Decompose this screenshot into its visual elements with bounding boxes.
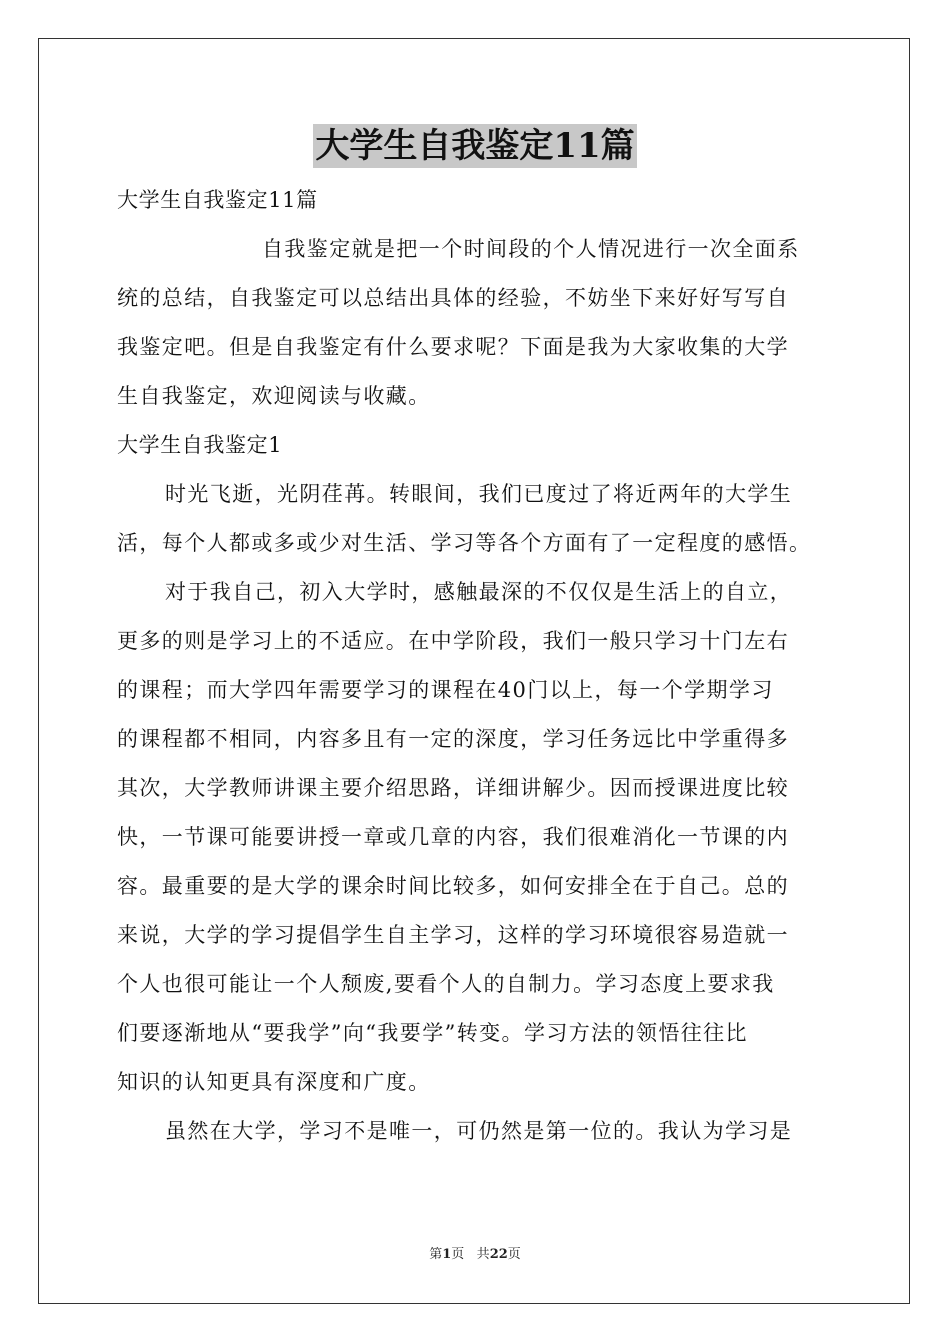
intro-line: 自我鉴定就是把一个时间段的个人情况进行一次全面系 (262, 237, 800, 261)
paragraph-line: 们要逐渐地从“要我学”向“我要学”转变。学习方法的领悟往往比 (117, 1021, 748, 1045)
paragraph-line: 对于我自己，初入大学时，感触最深的不仅仅是生活上的自立， (165, 580, 793, 604)
page-footer (0, 1243, 950, 1262)
intro-line: 统的总结，自我鉴定可以总结出具体的经验，不妨坐下来好好写写自 (117, 286, 789, 310)
paragraph-line: 知识的认知更具有深度和广度。 (117, 1070, 431, 1094)
paragraph-line: 个人也很可能让一个人颓废,要看个人的自制力。学习态度上要求我 (117, 972, 775, 996)
paragraph-line: 其次，大学教师讲课主要介绍思路，详细讲解少。因而授课进度比较 (117, 776, 789, 800)
total-suffix: 页 (507, 1247, 521, 1262)
paragraph-line: 快，一节课可能要讲授一章或几章的内容，我们很难消化一节课的内 (117, 825, 789, 849)
page-suffix: 页 (451, 1247, 465, 1262)
page-prefix: 第 (429, 1247, 443, 1262)
paragraph-line: 的课程都不相同，内容多且有一定的深度，学习任务远比中学重得多 (117, 727, 789, 751)
intro-line: 我鉴定吧。但是自我鉴定有什么要求呢？下面是我为大家收集的大学 (117, 335, 789, 359)
document-body (117, 176, 837, 1156)
paragraph-line: 的课程；而大学四年需要学习的课程在40门以上，每一个学期学习 (117, 678, 774, 702)
document-subtitle: 大学生自我鉴定11篇 (117, 188, 318, 212)
paragraph-line: 更多的则是学习上的不适应。在中学阶段，我们一般只学习十门左右 (117, 629, 789, 653)
intro-line: 生自我鉴定，欢迎阅读与收藏。 (117, 384, 431, 408)
document-title: 大学生自我鉴定11篇 (315, 126, 635, 166)
total-prefix: 共 (476, 1247, 490, 1262)
total-pages: 22 (489, 1247, 508, 1262)
section-heading: 大学生自我鉴定1 (117, 433, 283, 457)
paragraph-line: 时光飞逝，光阴荏苒。转眼间，我们已度过了将近两年的大学生 (165, 482, 793, 506)
paragraph-line: 虽然在大学，学习不是唯一，可仍然是第一位的。我认为学习是 (165, 1119, 793, 1143)
page-number: 1 (442, 1247, 452, 1262)
paragraph-line: 容。最重要的是大学的课余时间比较多，如何安排全在于自己。总的 (117, 874, 789, 898)
title-container (0, 124, 950, 168)
paragraph-line: 活，每个人都或多或少对生活、学习等各个方面有了一定程度的感悟。 (117, 531, 812, 555)
paragraph-line: 来说，大学的学习提倡学生自主学习，这样的学习环境很容易造就一 (117, 923, 789, 947)
